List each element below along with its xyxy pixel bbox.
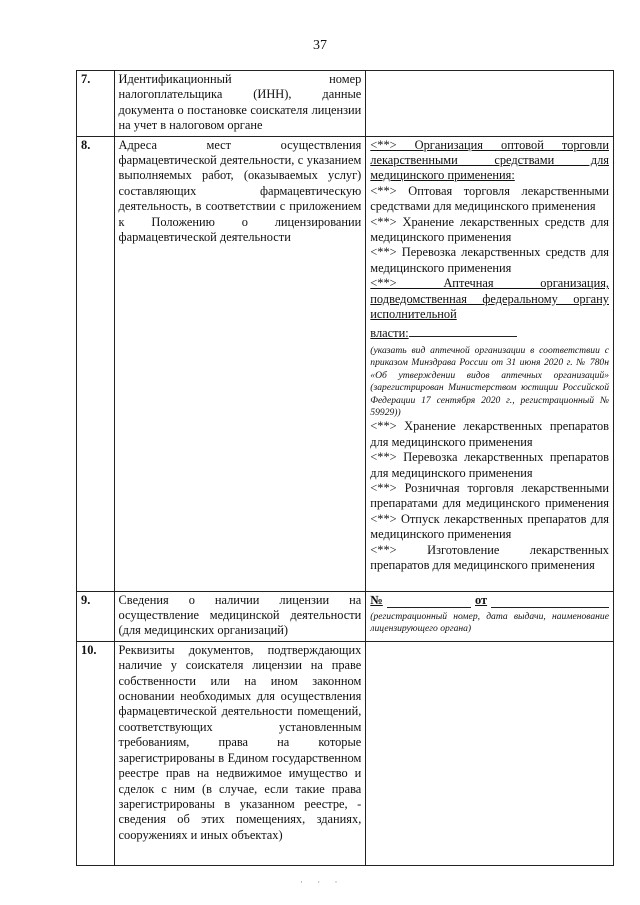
activities-list <box>366 136 614 591</box>
license-application-table <box>76 70 614 866</box>
row-number: 8. <box>77 136 115 591</box>
row-label: Сведения о наличии лицензии на осуществление медицинской деятельности (для медицинских организаций) <box>114 591 366 641</box>
license-number-date-line <box>370 593 609 608</box>
activity-transport-means: <**> Перевозка лекарственных средств для медицинского применения <box>370 245 609 275</box>
row-label: Идентификационный номер налогоплательщика (ИНН), данные документа о постановке соискателя лицензии на учет в налоговом органе <box>114 71 366 137</box>
number-blank <box>387 595 471 608</box>
authority-blank: власти: <box>370 325 609 341</box>
row-label: Реквизиты документов, подтверждающих наличие у соискателя лицензии на праве собственности или на ином законном основании необходимых для осуществления фармацевтической деятельности помещений, соответствующих установленным требованиям, права на которые зарегистрированы в Едином государственном реестре прав на недвижимое имущество и сделок с ним (в случае, если такие права зарегистрированы в указанном реестре, - сведения об этих помещениях, зданиях, сооружениях и иных объектах) <box>114 641 366 865</box>
row-number: 7. <box>77 71 115 137</box>
activity-wholesale-trade: <**> Оптовая торговля лекарственными средствами для медицинского применения <box>370 183 609 214</box>
row-value-empty <box>366 71 614 137</box>
row-label: Адреса мест осуществления фармацевтической деятельности, с указанием выполняемых работ, (оказываемых услуг) составляющих фармацевтическую деятельность, в соответствии с приложением к Положению о лицензировании фармацевтической деятельности <box>114 136 366 591</box>
date-from-label: от <box>474 592 488 607</box>
row-number: 10. <box>77 641 115 865</box>
table-row <box>77 71 614 137</box>
date-blank <box>491 595 609 608</box>
row-number: 9. <box>77 591 115 641</box>
license-info <box>366 591 614 641</box>
activity-dispensing: <**> Отпуск лекарственных препаратов для медицинского применения <box>370 511 609 542</box>
activity-manufacturing: <**> Изготовление лекарственных препаратов для медицинского применения <box>370 542 609 572</box>
page-number: 37 <box>313 38 327 53</box>
blank-line <box>409 325 517 337</box>
pharmacy-type-note: (указать вид аптечной организации в соответствии с приказом Минздрава России от 31 июня 2020 г. № 780н «Об утверждении видов аптечных организаций» (зарегистрирован Министерством юстиции Российской Федерации 17 сентября 2020 г., регистрационный № 59929)) <box>370 344 609 418</box>
activity-transport-drugs: <**> Перевозка лекарственных препаратов для медицинского применения <box>370 450 609 480</box>
license-note: (регистрационный номер, дата выдачи, наименование лицензирующего органа) <box>370 611 609 635</box>
table-row <box>77 641 614 865</box>
activity-storage-means: <**> Хранение лекарственных средств для медицинского применения <box>370 214 609 245</box>
scan-marks: · · · <box>300 877 344 887</box>
activity-wholesale-org: <**> Организация оптовой торговли лекарственными средствами для медицинского применения: <box>370 137 609 183</box>
table-row <box>77 136 614 591</box>
activity-retail: <**> Розничная торговля лекарственными препаратами для медицинского применения <box>370 480 609 511</box>
table-row <box>77 591 614 641</box>
activity-pharmacy-org: <**> Аптечная организация, подведомственная федеральному органу исполнительной <box>370 276 609 322</box>
row-value-empty <box>366 641 614 865</box>
activity-storage-drugs: <**> Хранение лекарственных препаратов для медицинского применения <box>370 419 609 449</box>
number-sign: № <box>370 592 383 607</box>
